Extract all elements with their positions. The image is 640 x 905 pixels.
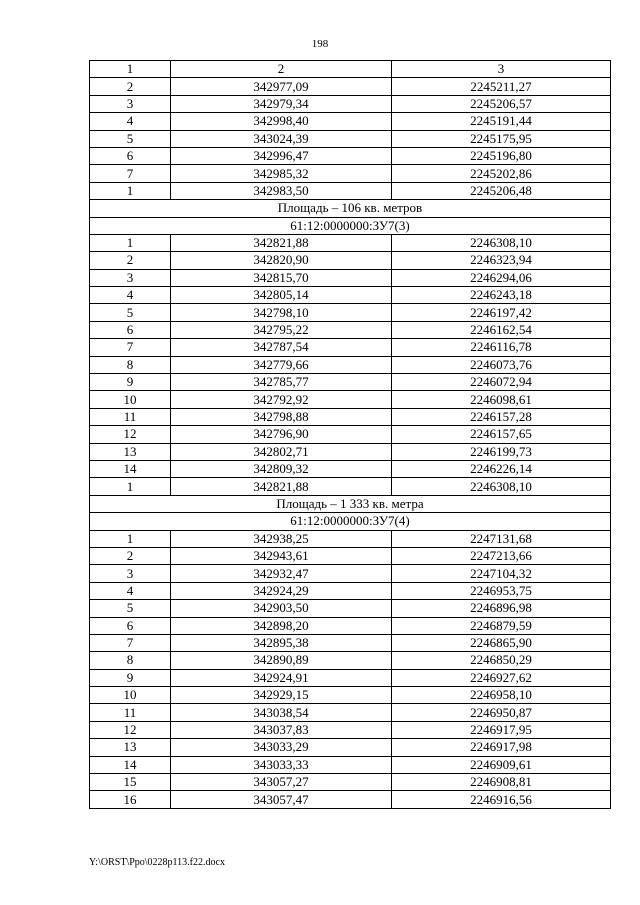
table-header (90, 61, 611, 78)
point-number-cell: 2 (90, 252, 171, 269)
table-row (90, 739, 611, 756)
x-coordinate-cell: 342779,66 (171, 356, 392, 373)
point-number-cell: 13 (90, 739, 171, 756)
point-number-cell: 7 (90, 339, 171, 356)
column-header-point: 1 (90, 61, 171, 78)
x-coordinate-cell: 342796,90 (171, 426, 392, 443)
point-number-cell: 4 (90, 582, 171, 599)
x-coordinate-cell: 343038,54 (171, 704, 392, 721)
y-coordinate-cell: 2246958,10 (392, 687, 611, 704)
header-row (90, 61, 611, 78)
point-number-cell: 2 (90, 547, 171, 564)
y-coordinate-cell: 2246879,59 (392, 617, 611, 634)
table-row (90, 182, 611, 199)
table-row (90, 547, 611, 564)
point-number-cell: 15 (90, 774, 171, 791)
y-coordinate-cell: 2246865,90 (392, 634, 611, 651)
point-number-cell: 10 (90, 391, 171, 408)
point-number-cell: 8 (90, 652, 171, 669)
x-coordinate-cell: 342985,32 (171, 165, 392, 182)
section-row (90, 217, 611, 234)
column-header-y: 3 (392, 61, 611, 78)
y-coordinate-cell: 2246157,65 (392, 426, 611, 443)
point-number-cell: 1 (90, 234, 171, 251)
y-coordinate-cell: 2245206,57 (392, 95, 611, 112)
y-coordinate-cell: 2246927,62 (392, 669, 611, 686)
table-body (90, 78, 611, 808)
table-row (90, 304, 611, 321)
table-row (90, 565, 611, 582)
x-coordinate-cell: 343024,39 (171, 130, 392, 147)
point-number-cell: 1 (90, 182, 171, 199)
section-row (90, 495, 611, 512)
point-number-cell: 1 (90, 530, 171, 547)
table-row (90, 408, 611, 425)
table-row (90, 634, 611, 651)
point-number-cell: 3 (90, 95, 171, 112)
x-coordinate-cell: 342798,10 (171, 304, 392, 321)
x-coordinate-cell: 342983,50 (171, 182, 392, 199)
table-row (90, 600, 611, 617)
table-row (90, 165, 611, 182)
y-coordinate-cell: 2246072,94 (392, 374, 611, 391)
y-coordinate-cell: 2246197,42 (392, 304, 611, 321)
y-coordinate-cell: 2246243,18 (392, 287, 611, 304)
page-number: 198 (311, 38, 329, 50)
y-coordinate-cell: 2247104,32 (392, 565, 611, 582)
point-number-cell: 4 (90, 113, 171, 130)
point-number-cell: 16 (90, 791, 171, 808)
column-header-x: 2 (171, 61, 392, 78)
y-coordinate-cell: 2246950,87 (392, 704, 611, 721)
section-label: Площадь – 106 кв. метров (90, 200, 611, 217)
y-coordinate-cell: 2247131,68 (392, 530, 611, 547)
y-coordinate-cell: 2246073,76 (392, 356, 611, 373)
point-number-cell: 11 (90, 704, 171, 721)
table-row (90, 478, 611, 495)
x-coordinate-cell: 343057,47 (171, 791, 392, 808)
x-coordinate-cell: 342895,38 (171, 634, 392, 651)
y-coordinate-cell: 2246162,54 (392, 321, 611, 338)
point-number-cell: 10 (90, 687, 171, 704)
point-number-cell: 2 (90, 78, 171, 95)
y-coordinate-cell: 2245211,27 (392, 78, 611, 95)
y-coordinate-cell: 2246850,29 (392, 652, 611, 669)
table-row (90, 234, 611, 251)
y-coordinate-cell: 2245206,48 (392, 182, 611, 199)
section-label: Площадь – 1 333 кв. метра (90, 495, 611, 512)
x-coordinate-cell: 342798,88 (171, 408, 392, 425)
point-number-cell: 14 (90, 460, 171, 477)
table-row (90, 687, 611, 704)
point-number-cell: 12 (90, 721, 171, 738)
point-number-cell: 6 (90, 321, 171, 338)
point-number-cell: 6 (90, 147, 171, 164)
coordinates-table (89, 60, 611, 809)
table-row (90, 252, 611, 269)
table-row (90, 704, 611, 721)
x-coordinate-cell: 342787,54 (171, 339, 392, 356)
y-coordinate-cell: 2246896,98 (392, 600, 611, 617)
point-number-cell: 7 (90, 634, 171, 651)
x-coordinate-cell: 342815,70 (171, 269, 392, 286)
x-coordinate-cell: 342795,22 (171, 321, 392, 338)
x-coordinate-cell: 342805,14 (171, 287, 392, 304)
table-row (90, 147, 611, 164)
x-coordinate-cell: 343037,83 (171, 721, 392, 738)
y-coordinate-cell: 2245202,86 (392, 165, 611, 182)
x-coordinate-cell: 342903,50 (171, 600, 392, 617)
x-coordinate-cell: 343033,29 (171, 739, 392, 756)
table-row (90, 756, 611, 773)
table-row (90, 460, 611, 477)
x-coordinate-cell: 342809,32 (171, 460, 392, 477)
x-coordinate-cell: 342996,47 (171, 147, 392, 164)
y-coordinate-cell: 2246909,61 (392, 756, 611, 773)
x-coordinate-cell: 342977,09 (171, 78, 392, 95)
table-row (90, 78, 611, 95)
y-coordinate-cell: 2247213,66 (392, 547, 611, 564)
point-number-cell: 13 (90, 443, 171, 460)
point-number-cell: 5 (90, 600, 171, 617)
x-coordinate-cell: 342785,77 (171, 374, 392, 391)
point-number-cell: 5 (90, 130, 171, 147)
point-number-cell: 11 (90, 408, 171, 425)
x-coordinate-cell: 343057,27 (171, 774, 392, 791)
table-row (90, 582, 611, 599)
table-row (90, 426, 611, 443)
table-row (90, 652, 611, 669)
table-row (90, 617, 611, 634)
table-row (90, 269, 611, 286)
table-row (90, 321, 611, 338)
x-coordinate-cell: 342792,92 (171, 391, 392, 408)
x-coordinate-cell: 342821,88 (171, 478, 392, 495)
table-row (90, 374, 611, 391)
x-coordinate-cell: 342929,15 (171, 687, 392, 704)
y-coordinate-cell: 2246116,78 (392, 339, 611, 356)
table-row (90, 95, 611, 112)
point-number-cell: 3 (90, 269, 171, 286)
table-row (90, 287, 611, 304)
point-number-cell: 14 (90, 756, 171, 773)
point-number-cell: 5 (90, 304, 171, 321)
x-coordinate-cell: 342820,90 (171, 252, 392, 269)
table-row (90, 113, 611, 130)
point-number-cell: 1 (90, 478, 171, 495)
y-coordinate-cell: 2246199,73 (392, 443, 611, 460)
x-coordinate-cell: 342890,89 (171, 652, 392, 669)
y-coordinate-cell: 2245175,95 (392, 130, 611, 147)
table-row (90, 130, 611, 147)
y-coordinate-cell: 2246908,81 (392, 774, 611, 791)
y-coordinate-cell: 2246917,95 (392, 721, 611, 738)
point-number-cell: 4 (90, 287, 171, 304)
y-coordinate-cell: 2246308,10 (392, 478, 611, 495)
y-coordinate-cell: 2246157,28 (392, 408, 611, 425)
y-coordinate-cell: 2245191,44 (392, 113, 611, 130)
point-number-cell: 9 (90, 374, 171, 391)
table-row (90, 391, 611, 408)
table-row (90, 721, 611, 738)
table-row (90, 339, 611, 356)
x-coordinate-cell: 342938,25 (171, 530, 392, 547)
table-row (90, 356, 611, 373)
table-row (90, 669, 611, 686)
section-label: 61:12:0000000:ЗУ7(3) (90, 217, 611, 234)
x-coordinate-cell: 342821,88 (171, 234, 392, 251)
point-number-cell: 6 (90, 617, 171, 634)
y-coordinate-cell: 2246917,98 (392, 739, 611, 756)
section-label: 61:12:0000000:ЗУ7(4) (90, 513, 611, 530)
y-coordinate-cell: 2246294,06 (392, 269, 611, 286)
x-coordinate-cell: 342932,47 (171, 565, 392, 582)
table-row (90, 791, 611, 808)
table-row (90, 530, 611, 547)
x-coordinate-cell: 342924,91 (171, 669, 392, 686)
table-row (90, 443, 611, 460)
section-row (90, 200, 611, 217)
section-row (90, 513, 611, 530)
y-coordinate-cell: 2246308,10 (392, 234, 611, 251)
footer-file-path: Y:\ORST\Ppo\0228p113.f22.docx (89, 857, 225, 868)
x-coordinate-cell: 342924,29 (171, 582, 392, 599)
x-coordinate-cell: 342943,61 (171, 547, 392, 564)
x-coordinate-cell: 342998,40 (171, 113, 392, 130)
x-coordinate-cell: 342898,20 (171, 617, 392, 634)
y-coordinate-cell: 2246098,61 (392, 391, 611, 408)
y-coordinate-cell: 2246323,94 (392, 252, 611, 269)
table-row (90, 774, 611, 791)
y-coordinate-cell: 2246916,56 (392, 791, 611, 808)
y-coordinate-cell: 2245196,80 (392, 147, 611, 164)
point-number-cell: 12 (90, 426, 171, 443)
x-coordinate-cell: 343033,33 (171, 756, 392, 773)
y-coordinate-cell: 2246953,75 (392, 582, 611, 599)
point-number-cell: 9 (90, 669, 171, 686)
x-coordinate-cell: 342802,71 (171, 443, 392, 460)
x-coordinate-cell: 342979,34 (171, 95, 392, 112)
point-number-cell: 3 (90, 565, 171, 582)
point-number-cell: 7 (90, 165, 171, 182)
y-coordinate-cell: 2246226,14 (392, 460, 611, 477)
point-number-cell: 8 (90, 356, 171, 373)
